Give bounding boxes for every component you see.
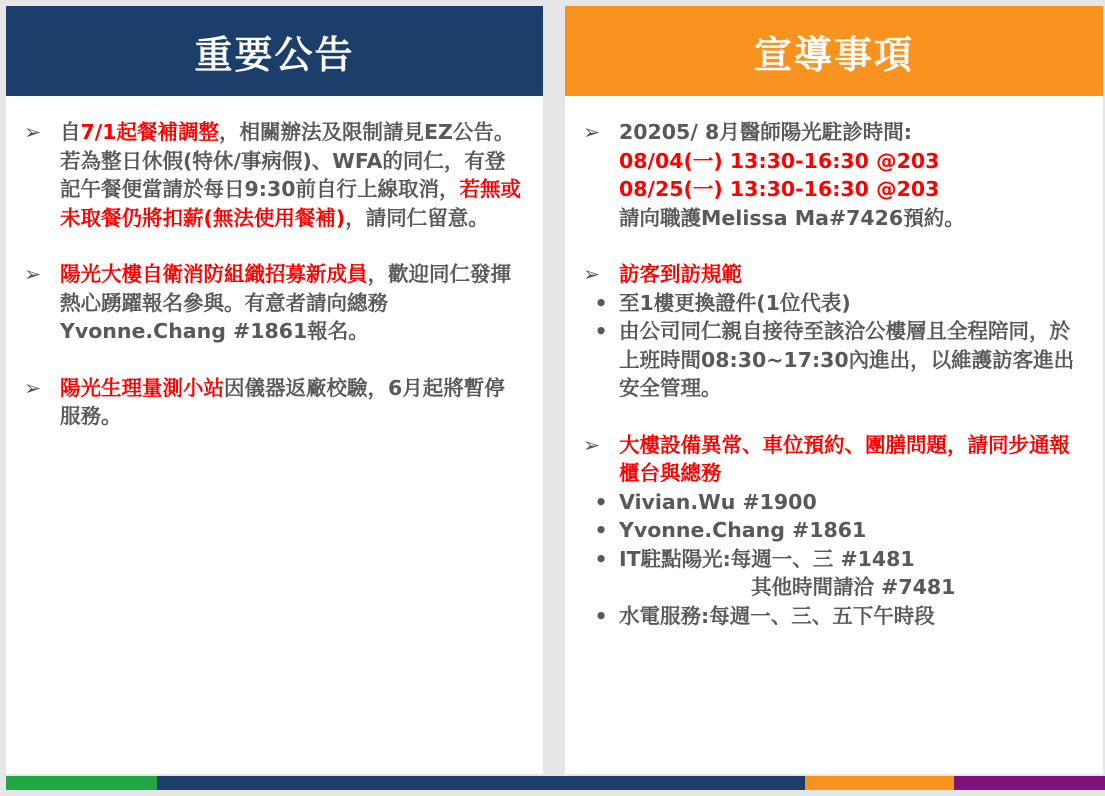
highlight-text: 陽光生理量測小站 — [60, 375, 224, 400]
text-span: 自 — [60, 120, 81, 144]
announcements-body — [6, 96, 543, 431]
facility-contact — [583, 602, 1081, 631]
visitor-rules-heading: 訪客到訪規範 — [619, 262, 742, 286]
dot-bullet-icon: • — [594, 603, 608, 628]
highlight-text: 7/1起餐補調整 — [80, 120, 220, 144]
contact-text: IT駐點陽光:每週一、三 #1481 — [619, 546, 915, 571]
visitor-rule — [583, 317, 1081, 403]
contact-text: Yvonne.Chang #1861 — [619, 518, 867, 542]
highlight-text: 若無或未取餐仍將扣薪(無法使用餐補) — [60, 177, 521, 230]
doctor-slot-2: 08/25(一) 13:30-16:30 @203 — [619, 177, 940, 201]
text-span: ，相關辦法及限制請見EZ公告。若為整日休假(特休/事病假)、WFA的同仁，有登記午餐便當請於每日9:30前自行上線取消， — [60, 120, 515, 201]
announcement-text — [60, 118, 521, 232]
visitor-rule-text: 至1樓更換證件(1位代表) — [619, 290, 851, 315]
advocacy-panel — [565, 6, 1103, 774]
utility-service-text: 水電服務:每週一、三、五下午時段 — [619, 603, 935, 628]
facility-contact — [583, 545, 1081, 574]
doctor-booking-note: 請向職護Melissa Ma#7426預約。 — [619, 205, 965, 230]
dot-bullet-icon: • — [594, 518, 608, 542]
announcements-title: 重要公告 — [6, 6, 543, 96]
arrow-bullet-icon: ➢ — [583, 120, 601, 144]
dot-bullet-icon: • — [594, 319, 608, 343]
text-span: ，請同仁留意。 — [345, 205, 489, 230]
visitor-rule — [583, 289, 1081, 318]
footer-color-bar — [6, 776, 1105, 790]
announcements-panel — [6, 6, 543, 774]
arrow-bullet-icon: ➢ — [24, 375, 42, 400]
highlight-text: 陽光大樓自衛消防組織招募新成員 — [60, 262, 368, 286]
facility-heading-item — [583, 431, 1081, 488]
text-span: ，歡迎同仁發揮熱心踴躍報名參與。有意者請向總務Yvonne.Chang #1861報名。 — [60, 262, 511, 343]
announcement-text — [60, 374, 521, 431]
text-span: 因儀器返廠校驗，6月起將暫停服務。 — [60, 375, 505, 428]
dot-bullet-icon: • — [594, 546, 608, 571]
arrow-bullet-icon: ➢ — [24, 120, 42, 144]
announcement-item-meal-subsidy — [24, 118, 521, 232]
footer-bar-navy — [157, 776, 805, 790]
visitor-rule-text: 由公司同仁親自接待至該洽公樓層且全程陪同，於上班時間08:30~17:30內進出，以維護訪客進出安全管理。 — [619, 319, 1075, 400]
arrow-bullet-icon: ➢ — [24, 262, 42, 286]
arrow-bullet-icon: ➢ — [583, 262, 601, 286]
footer-bar-purple — [954, 776, 1105, 790]
doctor-schedule-heading: 20205/ 8月醫師陽光駐診時間: — [619, 120, 912, 144]
announcement-text — [60, 260, 521, 346]
announcement-item-health-station — [24, 374, 521, 431]
footer-bar-green — [6, 776, 157, 790]
facility-heading: 大樓設備異常、車位預約、團膳問題，請同步通報櫃台與總務 — [619, 432, 1070, 485]
facility-contact — [583, 488, 1081, 517]
advocacy-body — [565, 96, 1103, 630]
doctor-slot-1: 08/04(一) 13:30-16:30 @203 — [619, 148, 940, 173]
arrow-bullet-icon: ➢ — [583, 432, 601, 457]
dot-bullet-icon: • — [594, 489, 608, 514]
announcement-item-fire-team — [24, 260, 521, 346]
contact-text: Vivian.Wu #1900 — [619, 489, 817, 514]
visitor-rules-heading-item — [583, 260, 1081, 289]
doctor-schedule-text — [619, 118, 1081, 232]
doctor-schedule-item — [583, 118, 1081, 232]
footer-bar-orange — [805, 776, 954, 790]
facility-contact — [583, 516, 1081, 545]
advocacy-title: 宣導事項 — [565, 6, 1103, 96]
dot-bullet-icon: • — [594, 290, 608, 315]
it-other-hours: 其他時間請洽 #7481 — [751, 575, 956, 599]
